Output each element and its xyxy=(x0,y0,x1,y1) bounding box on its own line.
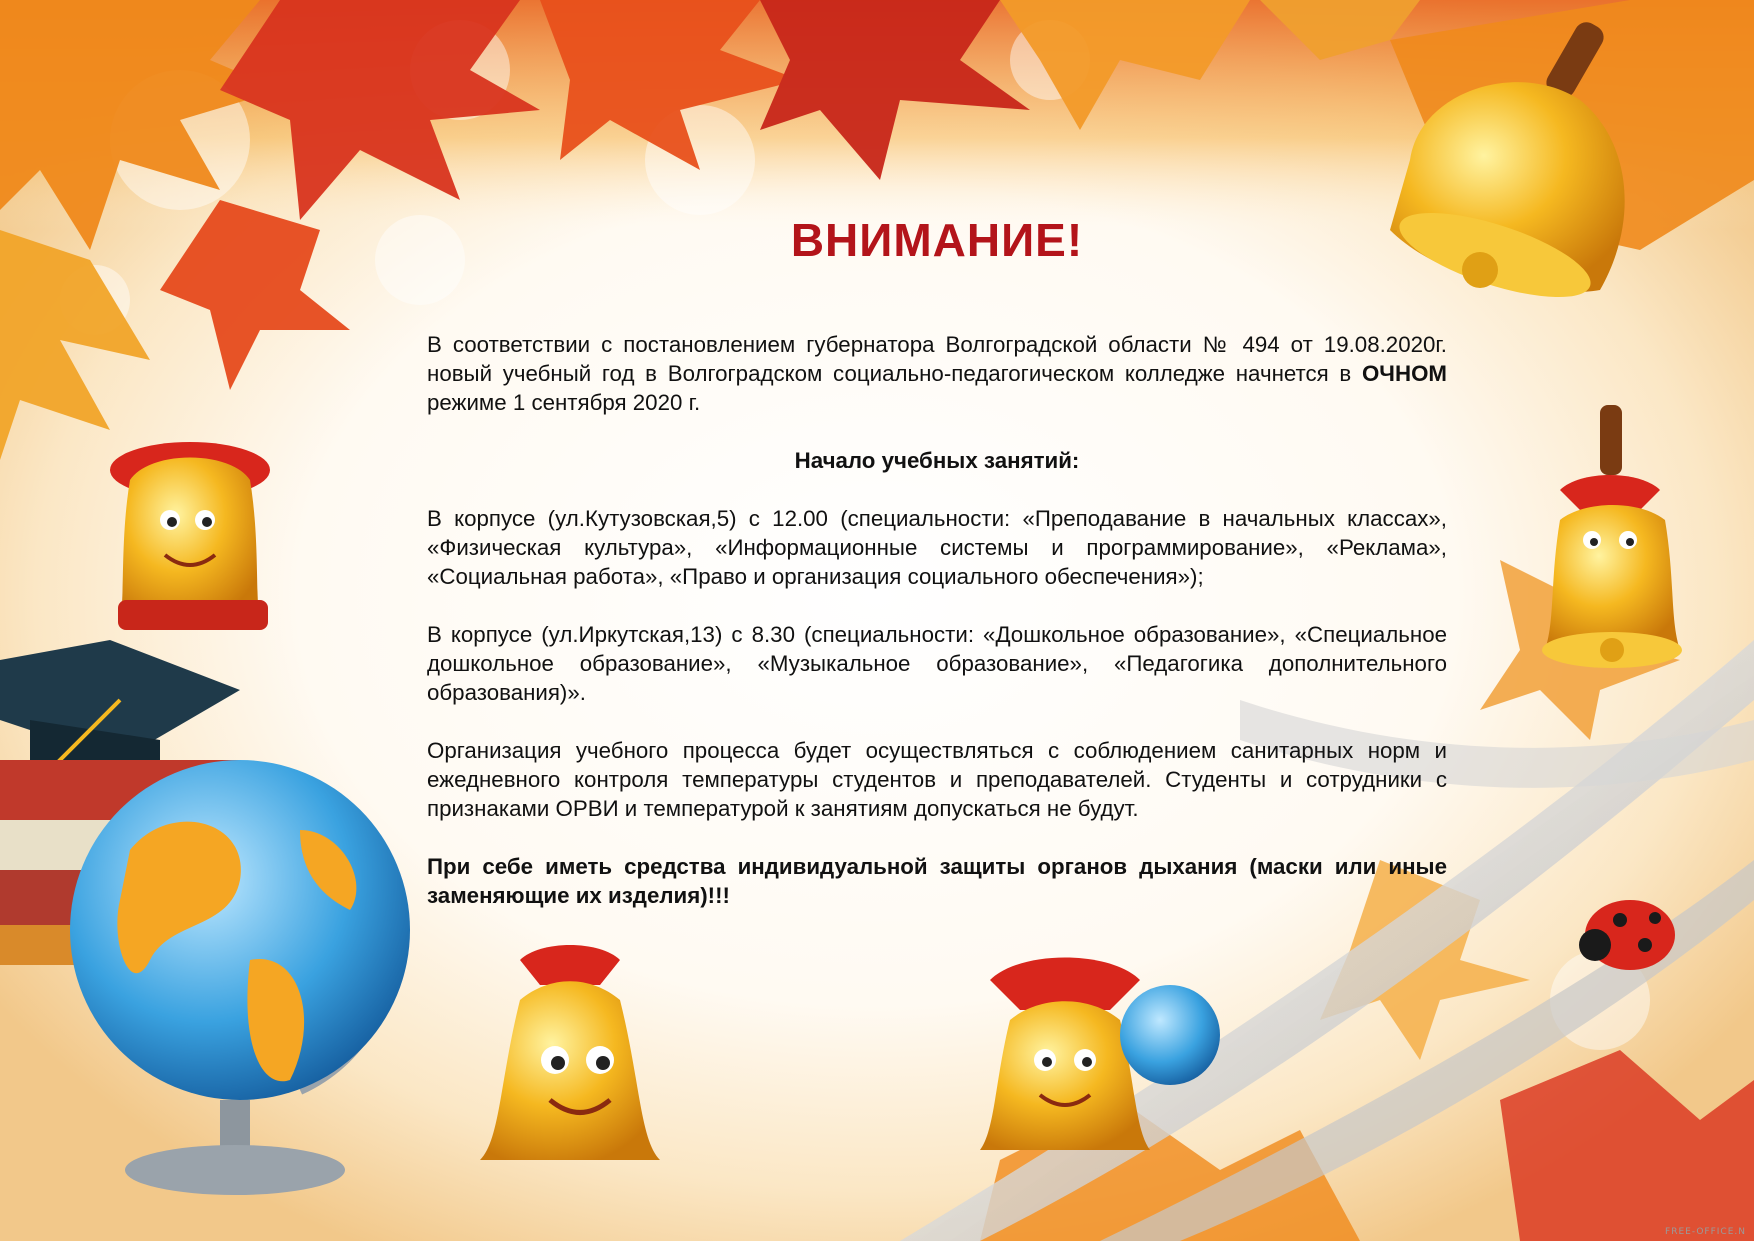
schedule-heading: Начало учебных занятий: xyxy=(794,448,1080,473)
building-2-paragraph: В корпусе (ул.Иркутская,13) с 8.30 (специальности: «Дошкольное образование», «Специальное дошкольное образование», «Музыкальное образование», «Педагогика дополнительного образования)». xyxy=(427,622,1447,705)
intro-text-end: режиме 1 сентября 2020 г. xyxy=(427,390,701,415)
cartoon-bell-left xyxy=(110,442,270,630)
intro-paragraph xyxy=(427,330,1447,417)
intro-text-start: В соответствии с постановлением губернатора Волгоградской области № 494 от 19.08.2020г. новый учебный год в Волгоградском социально-педагогическом колледже начнется в xyxy=(427,332,1447,386)
building-1-paragraph: В корпусе (ул.Кутузовская,5) с 12.00 (специальности: «Преподавание в начальных классах», «Физическая культура», «Информационные системы и программирование», «Реклама», «Социальная работа», «Право и организация социального обеспечения»); xyxy=(427,506,1447,589)
notice-title: ВНИМАНИЕ! xyxy=(790,214,1084,266)
notice-text-block xyxy=(427,210,1447,910)
watermark: FREE-OFFICE.N xyxy=(1665,1227,1746,1237)
intro-emphasis: ОЧНОМ xyxy=(1361,361,1447,386)
reminder-paragraph: При себе иметь средства индивидуальной защиты органов дыхания (маски или иные заменяющие их изделия)!!! xyxy=(427,854,1447,908)
sanitary-paragraph: Организация учебного процесса будет осуществляться с соблюдением санитарных норм и ежедневного контроля температуры студентов и преподавателей. Студенты и сотрудники с признаками ОРВИ и температурой к занятиям допускаться не будут. xyxy=(427,738,1447,821)
